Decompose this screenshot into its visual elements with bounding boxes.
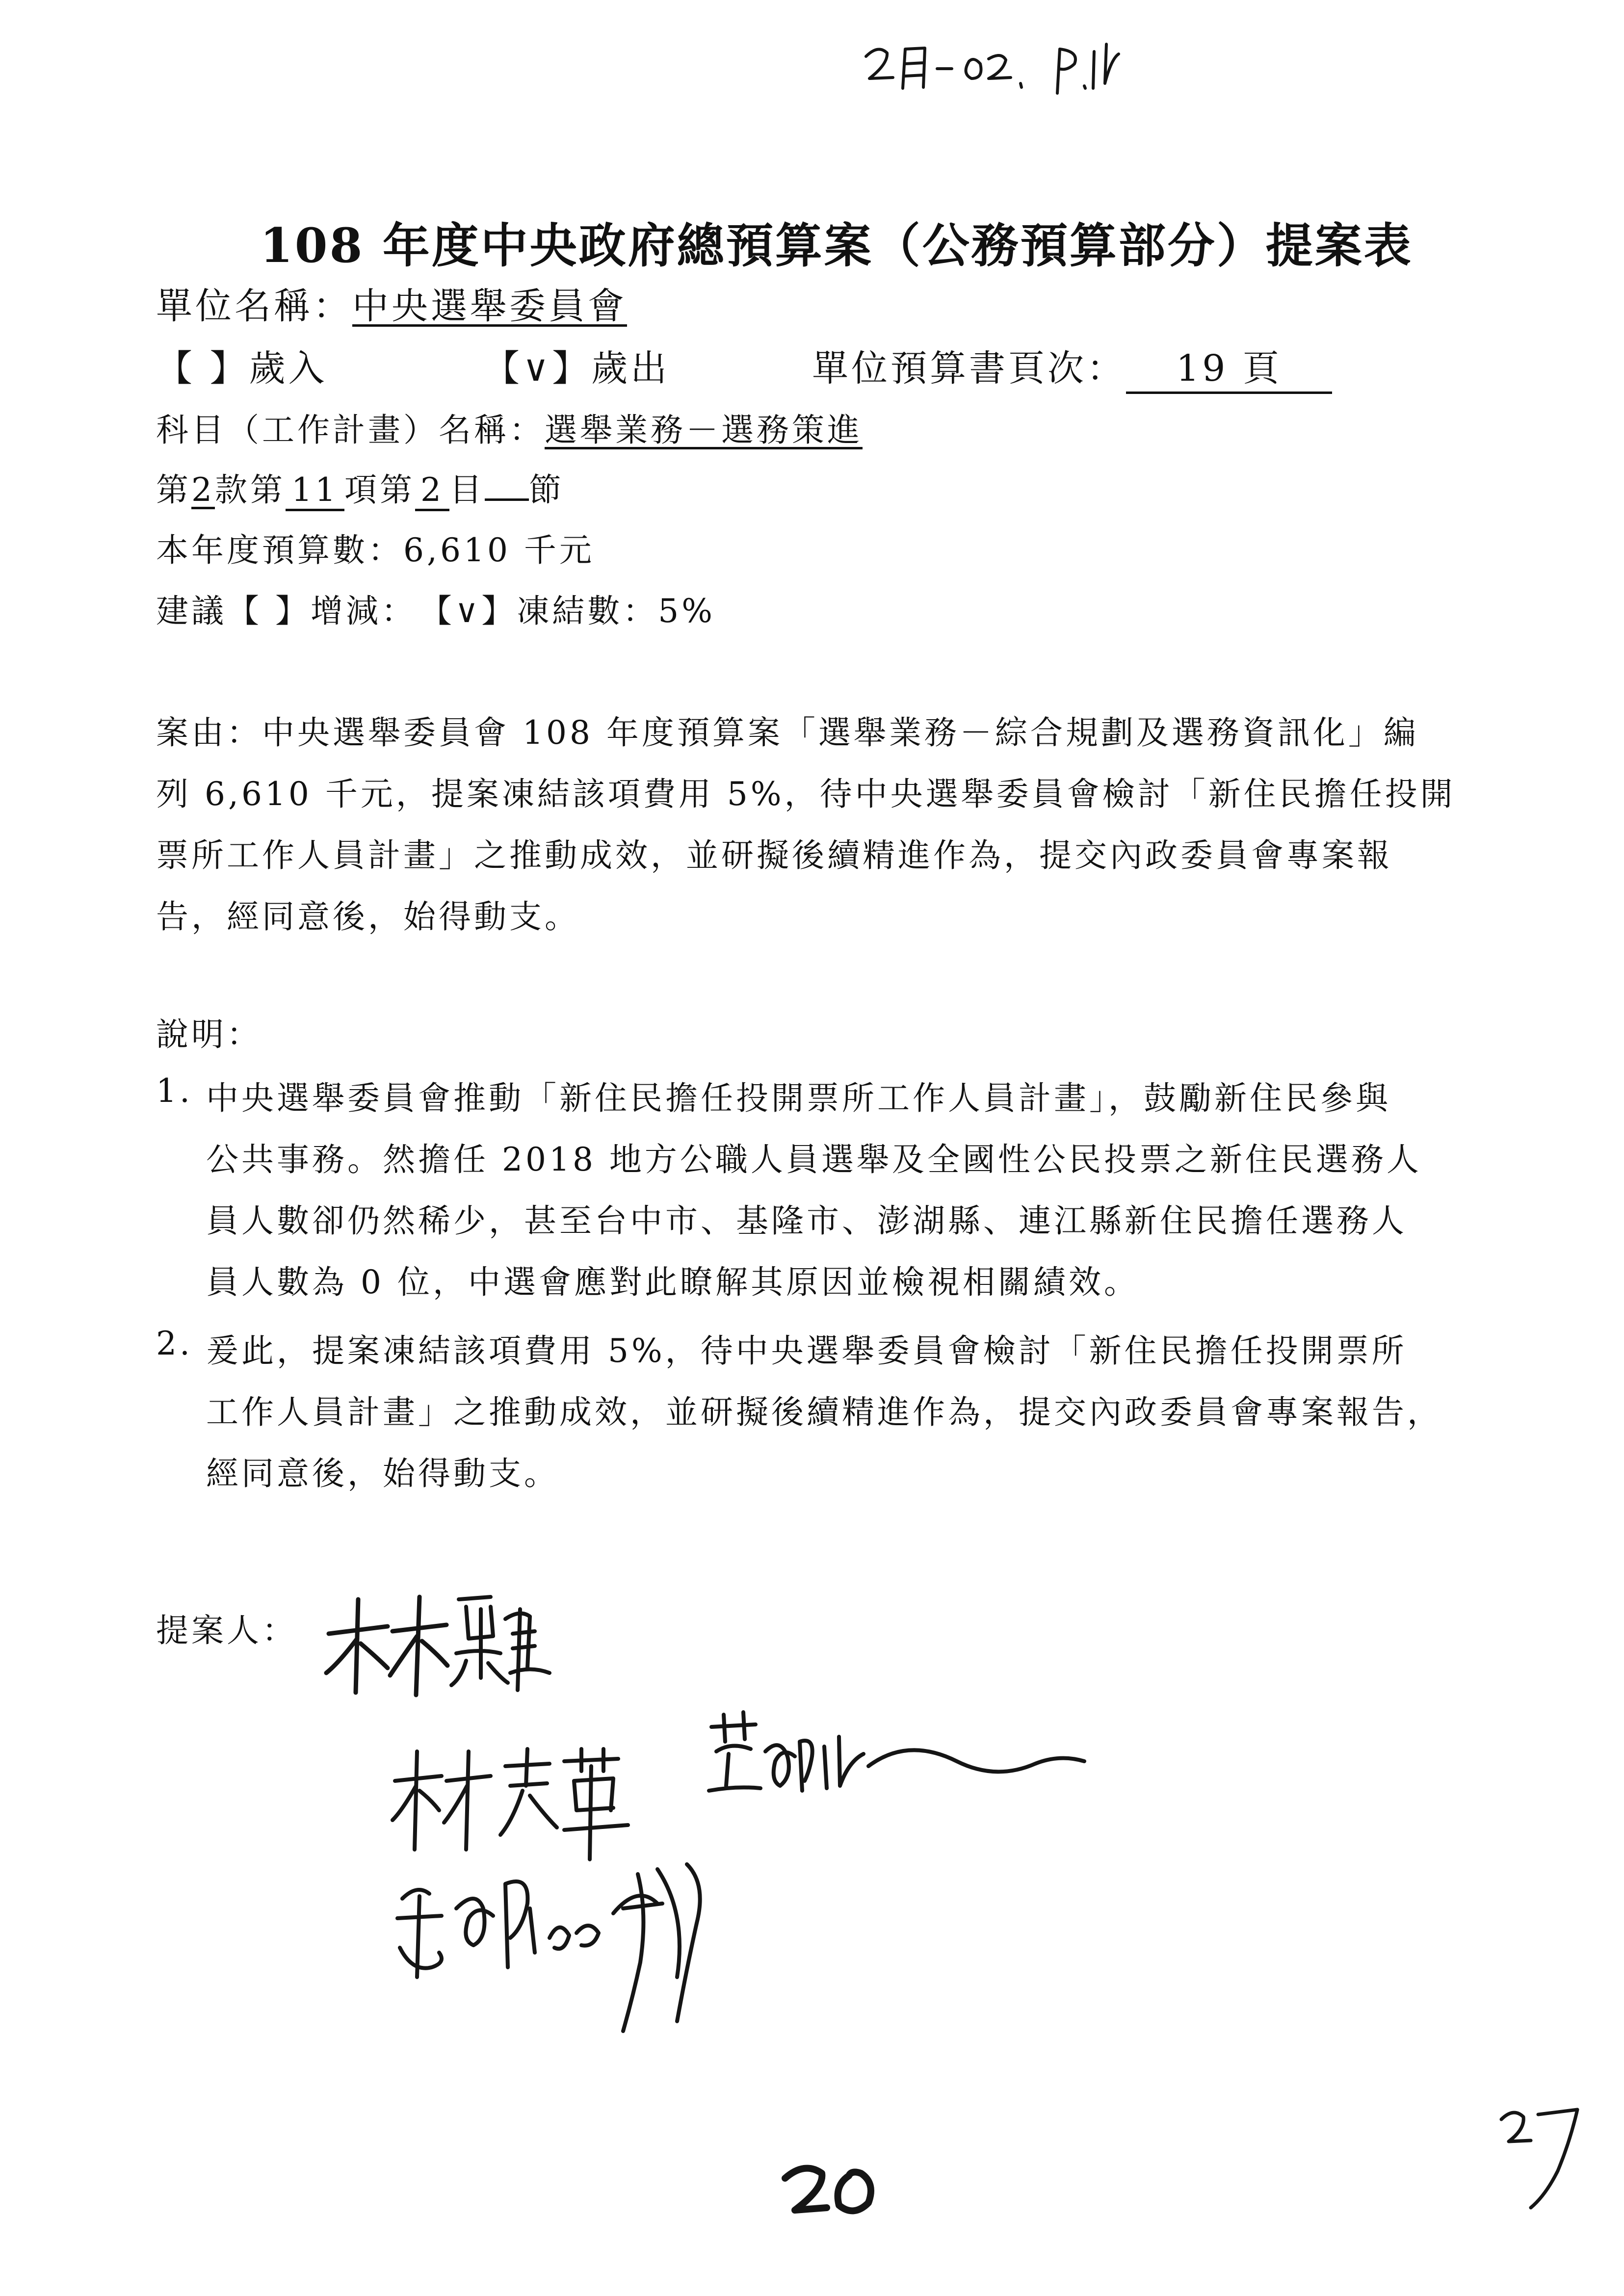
unit-name-value: 中央選舉委員會 — [352, 285, 627, 327]
section-jie-label: 節 — [529, 471, 564, 509]
explanation-line: 員人數為 0 位，中選會應對此瞭解其原因並檢視相關績效。 — [206, 1263, 1139, 1301]
reason-line: 票所工作人員計畫」之推動成效，並研擬後續精進作為，提交內政委員會專案報 — [156, 836, 1392, 874]
explanation-line: 爰此，提案凍結該項費用 5%，待中央選舉委員會檢討「新住民擔任投開票所 — [206, 1332, 1407, 1370]
signature-3 — [702, 1707, 1094, 1830]
subject-line — [156, 404, 863, 450]
proposer-label: 提案人： — [156, 1612, 297, 1649]
budget-page-reference — [812, 339, 1332, 394]
page-ref-value: 19 頁 — [1126, 339, 1332, 394]
section-jie-blank — [485, 498, 529, 501]
unit-name-line — [156, 277, 627, 329]
section-kuan-value: 2 — [191, 471, 215, 509]
section-mu-value: 2 — [415, 471, 449, 511]
explanation-item-number: 2. — [156, 1325, 193, 1362]
form-title: 108 年度中央政府總預算案（公務預算部分）提案表 — [260, 218, 1413, 273]
section-prefix: 第 — [156, 471, 191, 509]
subject-label: 科目（工作計畫）名稱： — [156, 411, 545, 449]
explanation-line: 中央選舉委員會推動「新住民擔任投開票所工作人員計畫」，鼓勵新住民參與 — [206, 1079, 1391, 1117]
revenue-checkbox: 【 】歲入 — [156, 347, 328, 390]
reason-line: 案由：中央選舉委員會 108 年度預算案「選舉業務－綜合規劃及選務資訊化」編 — [156, 714, 1419, 752]
explanation-line: 經同意後，始得動支。 — [206, 1455, 559, 1492]
suggestion-line: 建議【 】增減： 【∨】凍結數：5% — [156, 592, 715, 630]
explanation-line: 公共事務。然擔任 2018 地方公職人員選舉及全國性公民投票之新住民選務人 — [206, 1141, 1422, 1178]
signature-4 — [383, 1854, 824, 2051]
explanation-heading: 說明： — [156, 1016, 262, 1053]
reason-line: 告，經同意後，始得動支。 — [156, 898, 580, 936]
section-mu-label: 目 — [449, 471, 485, 509]
signature-1 — [319, 1580, 554, 1707]
budget-amount: 本年度預算數：6,610 千元 — [156, 531, 595, 569]
explanation-line: 員人數卻仍然稀少，甚至台中市、基隆市、澎湖縣、連江縣新住民擔任選務人 — [206, 1202, 1407, 1240]
expenditure-checkbox: 【∨】歲出 — [483, 347, 670, 390]
unit-name-label: 單位名稱： — [156, 285, 352, 327]
section-kuan-label: 款第 — [215, 471, 286, 509]
page-ref-label: 單位預算書頁次： — [812, 347, 1126, 390]
subject-value: 選舉業務－選務策進 — [545, 411, 863, 449]
section-numbering — [156, 464, 564, 511]
signature-2 — [388, 1737, 643, 1864]
handwritten-corner-mark — [1496, 2097, 1590, 2210]
reason-line: 列 6,610 千元，提案凍結該項費用 5%，待中央選舉委員會檢討「新住民擔任投開 — [156, 775, 1456, 813]
explanation-item-number: 1. — [156, 1072, 193, 1110]
section-xiang-label: 項第 — [344, 471, 415, 509]
handwritten-page-number — [775, 2156, 893, 2225]
section-xiang-value: 11 — [286, 471, 344, 511]
explanation-line: 工作人員計畫」之推動成效，並研擬後續精進作為，提交內政委員會專案報告， — [206, 1393, 1442, 1431]
handwritten-top-note — [864, 29, 1128, 103]
